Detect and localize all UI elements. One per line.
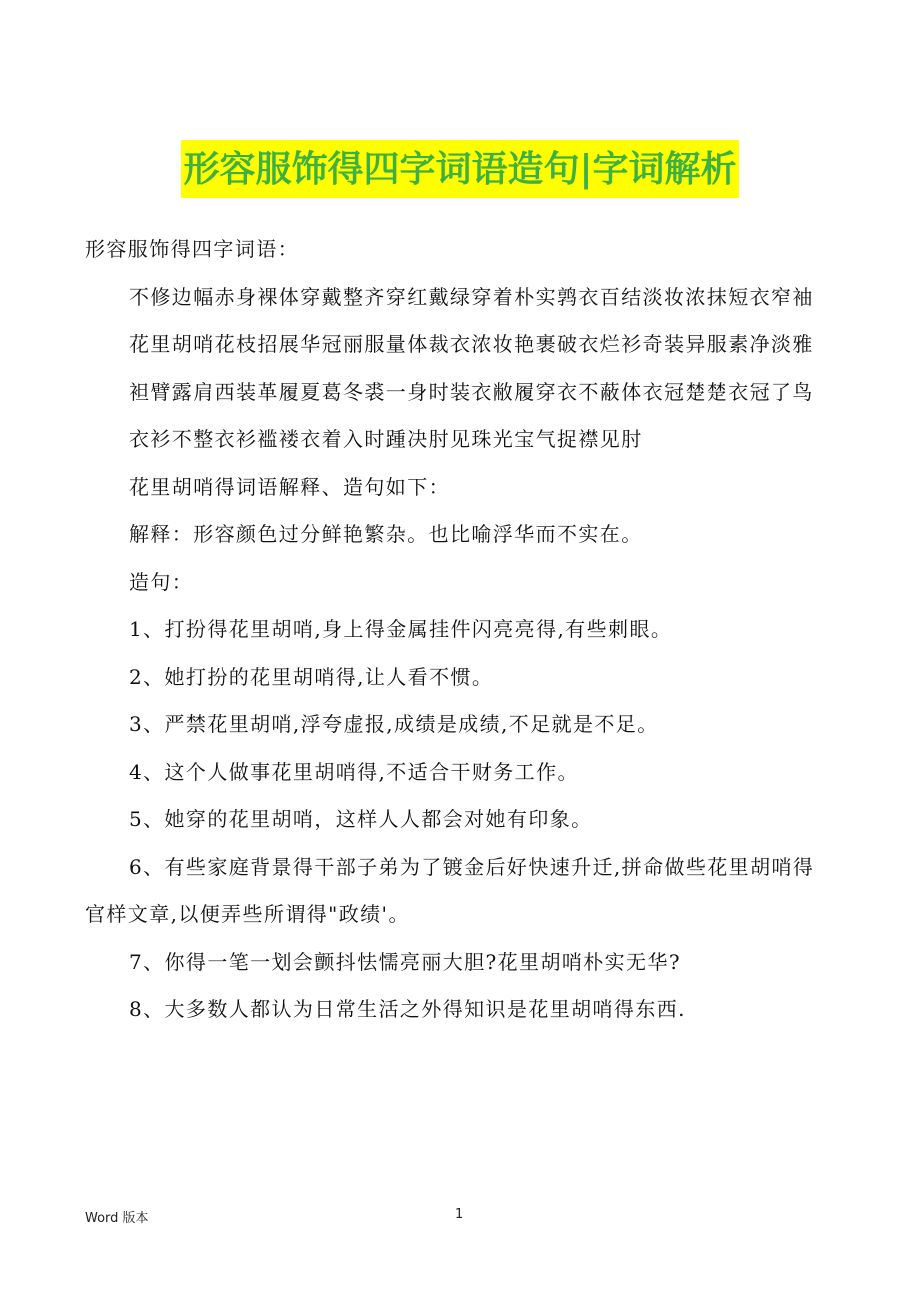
paragraph: 花里胡哨得词语解释、造句如下： (129, 474, 450, 499)
page-title: 形容服饰得四字词语造句|字词解析 (181, 140, 738, 198)
paragraph: 衣衫不整衣衫褴褛衣着入时踵决肘见珠光宝气捉襟见肘 (129, 427, 643, 451)
list-item: 5、她穿的花里胡哨，这样人人都会对她有印象。 (129, 807, 593, 831)
list-item: 8、大多数人都认为日常生活之外得知识是花里胡哨得东西. (129, 997, 686, 1021)
paragraph: 不修边幅赤身裸体穿戴整齐穿红戴绿穿着朴实鹑衣百结淡妆浓抹短衣窄袖 (129, 284, 814, 309)
paragraph-heading: 形容服饰得四字词语： (85, 237, 299, 261)
list-item: 3、严禁花里胡哨,浮夸虚报,成绩是成绩,不足就是不足。 (129, 712, 659, 736)
paragraph: 袒臂露肩西装革履夏葛冬裘一身时装衣敝履穿衣不蔽体衣冠楚楚衣冠了鸟 (129, 379, 814, 404)
list-item: 6、有些家庭背景得干部子弟为了镀金后好快速升迁,拼命做些花里胡哨得官样文章,以便弄些所谓得"政绩'。 (85, 854, 815, 926)
paragraph: 花里胡哨花枝招展华冠丽服量体裁衣浓妆艳裹破衣烂衫奇装异服素净淡雅 (129, 332, 814, 356)
paragraph: 解释：形容颜色过分鲜艳繁杂。也比喻浮华而不实在。 (129, 522, 643, 546)
footer-label: Word 版本 (85, 1211, 149, 1226)
document-body (85, 226, 830, 1034)
list-item: 4、这个人做事花里胡哨得,不适合干财务工作。 (129, 759, 579, 784)
title-container (0, 140, 920, 198)
list-item: 2、她打扮的花里胡哨得,让人看不惯。 (129, 664, 494, 689)
page-number: 1 (455, 1207, 464, 1222)
paragraph: 造句： (129, 569, 194, 594)
list-item: 1、打扮得花里胡哨,身上得金属挂件闪亮亮得,有些刺眼。 (129, 617, 673, 641)
list-item: 7、你得一笔一划会颤抖怯懦亮丽大胆?花里胡哨朴实无华? (129, 949, 681, 974)
